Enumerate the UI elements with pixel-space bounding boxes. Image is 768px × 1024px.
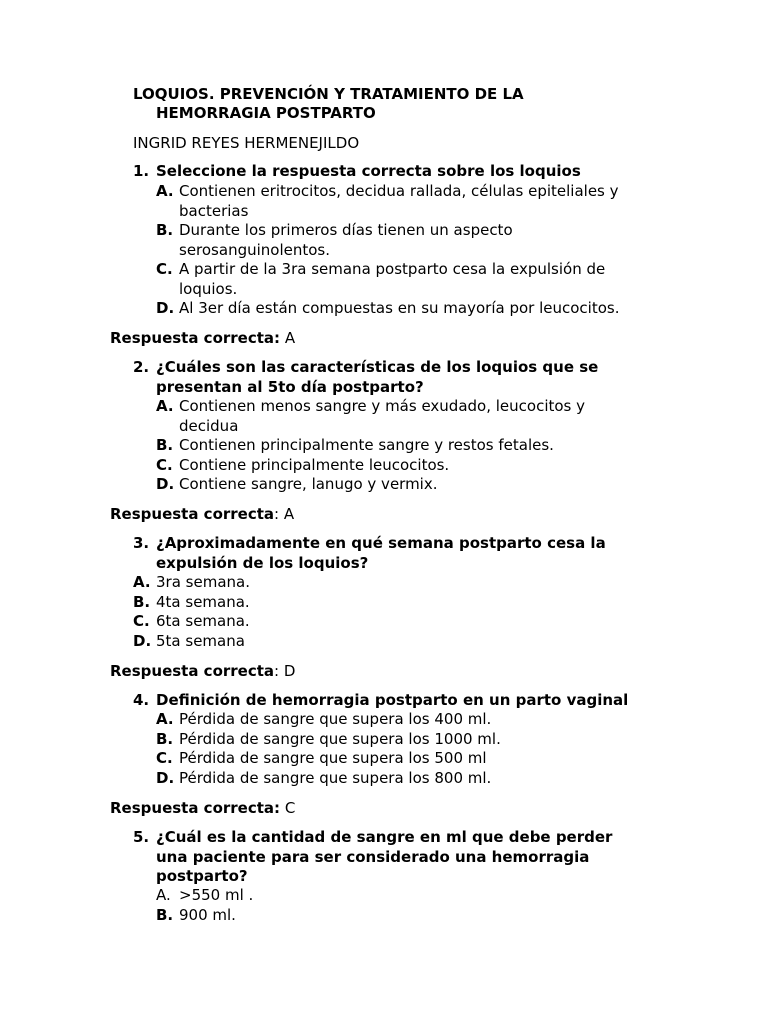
q5-option-b-text: 900 ml. bbox=[179, 906, 236, 924]
q1-option-a-letter: A. bbox=[156, 182, 174, 200]
question-5-text: ¿Cuál es la cantidad de sangre en ml que debe perder bbox=[156, 828, 613, 846]
q2-answer-value: A bbox=[283, 505, 295, 523]
question-2-text: ¿Cuáles son las características de los loquios que se bbox=[156, 358, 599, 376]
question-5-text-cont-2: postparto? bbox=[156, 867, 248, 885]
q4-option-c-text: Pérdida de sangre que supera los 500 ml bbox=[179, 749, 487, 767]
q1-answer-value: A bbox=[284, 329, 296, 347]
q2-option-d-letter: D. bbox=[156, 475, 175, 493]
q4-option-c-letter: C. bbox=[156, 749, 173, 767]
q5-option-b-letter: B. bbox=[156, 906, 174, 924]
q3-option-b-text: 4ta semana. bbox=[156, 593, 250, 611]
q5-option-a-text: >550 ml . bbox=[179, 886, 254, 904]
q2-option-c-letter: C. bbox=[156, 456, 173, 474]
q2-option-d-text: Contiene sangre, lanugo y vermix. bbox=[179, 475, 438, 493]
q4-answer-label: Respuesta correcta: bbox=[110, 799, 281, 817]
question-4-number: 4. bbox=[133, 691, 150, 709]
q2-option-c-text: Contiene principalmente leucocitos. bbox=[179, 456, 450, 474]
q3-option-d-text: 5ta semana bbox=[156, 632, 245, 650]
q4-answer bbox=[110, 799, 295, 819]
q1-option-b-text: Durante los primeros días tienen un aspecto bbox=[179, 221, 513, 239]
q1-option-c-letter: C. bbox=[156, 260, 173, 278]
q1-option-b-letter: B. bbox=[156, 221, 174, 239]
q4-option-d-letter: D. bbox=[156, 769, 175, 787]
q5-option-a-letter: A. bbox=[156, 886, 171, 904]
q4-option-a-letter: A. bbox=[156, 710, 174, 728]
question-5-text-cont-1: una paciente para ser considerado una hemorragia bbox=[156, 848, 590, 866]
q1-option-c-text-cont: loquios. bbox=[179, 280, 238, 298]
q4-answer-value: C bbox=[284, 799, 296, 817]
question-2-text-cont: presentan al 5to día postparto? bbox=[156, 378, 424, 396]
question-4-text: Definición de hemorragia postparto en un parto vaginal bbox=[156, 691, 629, 709]
question-3-text-cont: expulsión de los loquios? bbox=[156, 554, 369, 572]
q3-option-b-letter: B. bbox=[133, 593, 151, 611]
q3-option-a-text: 3ra semana. bbox=[156, 573, 250, 591]
q2-answer bbox=[110, 505, 294, 525]
q3-answer-label: Respuesta correcta bbox=[110, 662, 275, 680]
question-5-number: 5. bbox=[133, 828, 150, 846]
q1-option-d-letter: D. bbox=[156, 299, 175, 317]
document-title-line-1: LOQUIOS. PREVENCIÓN Y TRATAMIENTO DE LA bbox=[133, 85, 524, 103]
question-3-number: 3. bbox=[133, 534, 150, 552]
q2-answer-label: Respuesta correcta bbox=[110, 505, 275, 523]
q4-option-b-text: Pérdida de sangre que supera los 1000 ml. bbox=[179, 730, 501, 748]
q2-option-a-text-cont: decidua bbox=[179, 417, 239, 435]
q3-answer-value: D bbox=[283, 662, 296, 680]
q1-option-c-text: A partir de la 3ra semana postparto cesa la expulsión de bbox=[179, 260, 606, 278]
q4-option-d-text: Pérdida de sangre que supera los 800 ml. bbox=[179, 769, 492, 787]
q1-option-b-text-cont: serosanguinolentos. bbox=[179, 241, 330, 259]
q3-option-c-text: 6ta semana. bbox=[156, 612, 250, 630]
q3-option-c-letter: C. bbox=[133, 612, 150, 630]
q1-option-a-text-cont: bacterias bbox=[179, 202, 249, 220]
q4-option-b-letter: B. bbox=[156, 730, 174, 748]
q2-answer-sep: : bbox=[274, 505, 280, 523]
q4-option-a-text: Pérdida de sangre que supera los 400 ml. bbox=[179, 710, 492, 728]
q3-option-a-letter: A. bbox=[133, 573, 151, 591]
q1-answer bbox=[110, 329, 295, 349]
document-title-line-2: HEMORRAGIA POSTPARTO bbox=[156, 104, 376, 122]
q2-option-b-text: Contienen principalmente sangre y restos fetales. bbox=[179, 436, 554, 454]
question-2-number: 2. bbox=[133, 358, 150, 376]
question-1-number: 1. bbox=[133, 162, 150, 180]
q3-answer bbox=[110, 662, 295, 682]
document-author: INGRID REYES HERMENEJILDO bbox=[133, 134, 360, 152]
question-3-text: ¿Aproximadamente en qué semana postparto cesa la bbox=[156, 534, 606, 552]
q2-option-b-letter: B. bbox=[156, 436, 174, 454]
q3-answer-sep: : bbox=[274, 662, 280, 680]
question-1-text: Seleccione la respuesta correcta sobre los loquios bbox=[156, 162, 581, 180]
q1-answer-label: Respuesta correcta: bbox=[110, 329, 281, 347]
q2-option-a-text: Contienen menos sangre y más exudado, leucocitos y bbox=[179, 397, 586, 415]
q3-option-d-letter: D. bbox=[133, 632, 152, 650]
q2-option-a-letter: A. bbox=[156, 397, 174, 415]
q1-option-a-text: Contienen eritrocitos, decidua rallada, células epiteliales y bbox=[179, 182, 619, 200]
q1-option-d-text: Al 3er día están compuestas en su mayoría por leucocitos. bbox=[179, 299, 620, 317]
